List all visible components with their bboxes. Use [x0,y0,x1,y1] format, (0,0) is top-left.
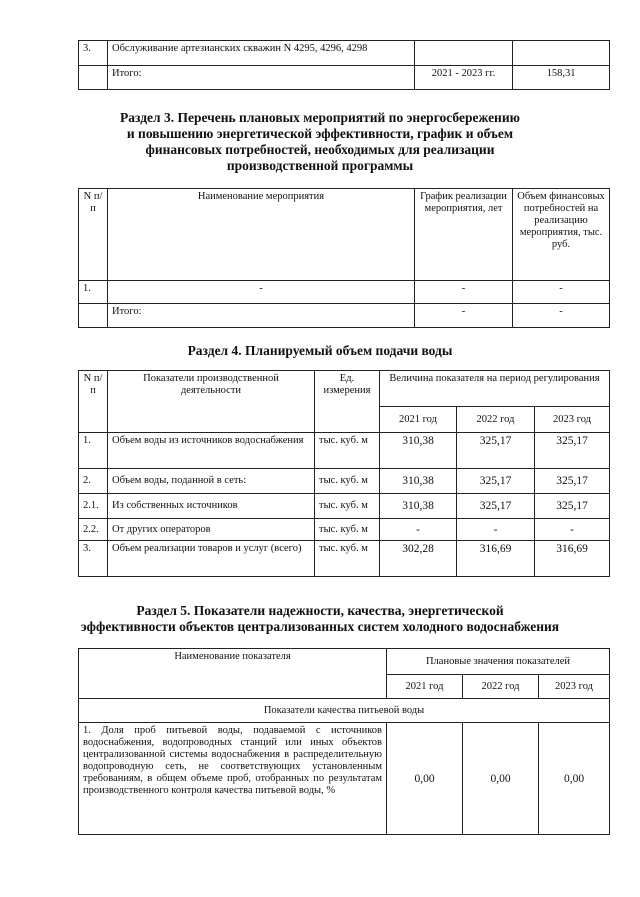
group-header-quality: Показатели качества питьевой воды [79,699,610,723]
year-header: 2023 год [535,407,610,433]
value-cell: 310,38 [380,433,457,469]
col-header-volume: Объем финансовых потребностей на реализацию мероприятия, тыс. руб. [513,189,610,281]
row-name: Обслуживание артезианских скважин N 4295, 4296, 4298 [108,41,415,66]
value-cell: - [457,519,535,541]
row-name: - [108,281,415,304]
value-cell: 325,17 [457,494,535,519]
col-header-unit: Ед. измерения [315,371,380,433]
value-cell: 316,69 [457,541,535,577]
value-cell: 0,00 [387,723,463,835]
row-number: 1. [79,281,108,304]
top-table [78,40,610,90]
value-cell: 325,17 [535,494,610,519]
col-header-name: Наименование показателя [79,649,387,699]
value-cell: 316,69 [535,541,610,577]
table-row [79,519,610,541]
value-cell: - [535,519,610,541]
col-header-num: N п/п [79,189,108,281]
row-name: 1. Доля проб питьевой воды, подаваемой с источников водоснабжения, водопроводных станций или иных объектов централизованной системы водоснабжения в распределительную водопроводную сеть, не соответствующих установленным требованиям, в общем объеме проб, отобранных по результатам производственного контроля качества питьевой воды, % [79,723,387,835]
row-number: 2.2. [79,519,108,541]
col-header-plan: Плановые значения показателей [387,649,610,675]
row-name: Объем воды, поданной в сеть: [108,469,315,494]
value-cell: 310,38 [380,494,457,519]
value-cell: - [380,519,457,541]
col-header-name: Наименование мероприятия [108,189,415,281]
section4-heading: Раздел 4. Планируемый объем подачи воды [187,343,453,358]
year-header: 2021 год [380,407,457,433]
section3-table [78,188,610,328]
row-number: 1. [79,433,108,469]
row-volume: - [513,281,610,304]
total-label: Итого: [108,66,415,90]
row-number: 2.1. [79,494,108,519]
col-header-schedule: График реализации мероприятия, лет [415,189,513,281]
value-cell: 0,00 [539,723,610,835]
table-row [79,433,610,469]
year-header: 2021 год [387,675,463,699]
table-row [79,723,610,835]
col-header-value: Величина показателя на период регулирования [380,371,610,407]
row-schedule: - [415,281,513,304]
row-unit: тыс. куб. м [315,433,380,469]
value-cell: 325,17 [535,469,610,494]
value-cell: 310,38 [380,469,457,494]
row-unit: тыс. куб. м [315,469,380,494]
row-name: Объем реализации товаров и услуг (всего) [108,541,315,577]
row-name: От других операторов [108,519,315,541]
total-label: Итого: [108,304,415,328]
section5-table [78,648,610,835]
section4-table [78,370,610,577]
table-row [79,494,610,519]
col-header-num: N п/п [79,371,108,433]
row-name: Объем воды из источников водоснабжения [108,433,315,469]
value-cell: 325,17 [457,469,535,494]
value-cell: 325,17 [535,433,610,469]
year-header: 2022 год [463,675,539,699]
section5-heading: Раздел 5. Показатели надежности, качества, энергетической эффективности объектов централизованных систем холодного водоснабжения [80,603,560,634]
row-unit: тыс. куб. м [315,519,380,541]
value-cell: 0,00 [463,723,539,835]
year-header: 2022 год [457,407,535,433]
total-value: 158,31 [513,66,610,90]
row-unit: тыс. куб. м [315,494,380,519]
year-header: 2023 год [539,675,610,699]
value-cell: 325,17 [457,433,535,469]
table-row [79,469,610,494]
row-number: 2. [79,469,108,494]
row-name: Из собственных источников [108,494,315,519]
section3-heading: Раздел 3. Перечень плановых мероприятий по энергосбережению и повышению энергетической эффективности, график и объем финансовых потребностей, необходимых для реализации производственной программы [120,110,520,173]
row-unit: тыс. куб. м [315,541,380,577]
total-period: 2021 - 2023 гг. [415,66,513,90]
row-number: 3. [79,541,108,577]
table-row [79,541,610,577]
total-volume: - [513,304,610,328]
col-header-indicator: Показатели производственной деятельности [108,371,315,433]
total-schedule: - [415,304,513,328]
row-number: 3. [79,41,108,66]
value-cell: 302,28 [380,541,457,577]
